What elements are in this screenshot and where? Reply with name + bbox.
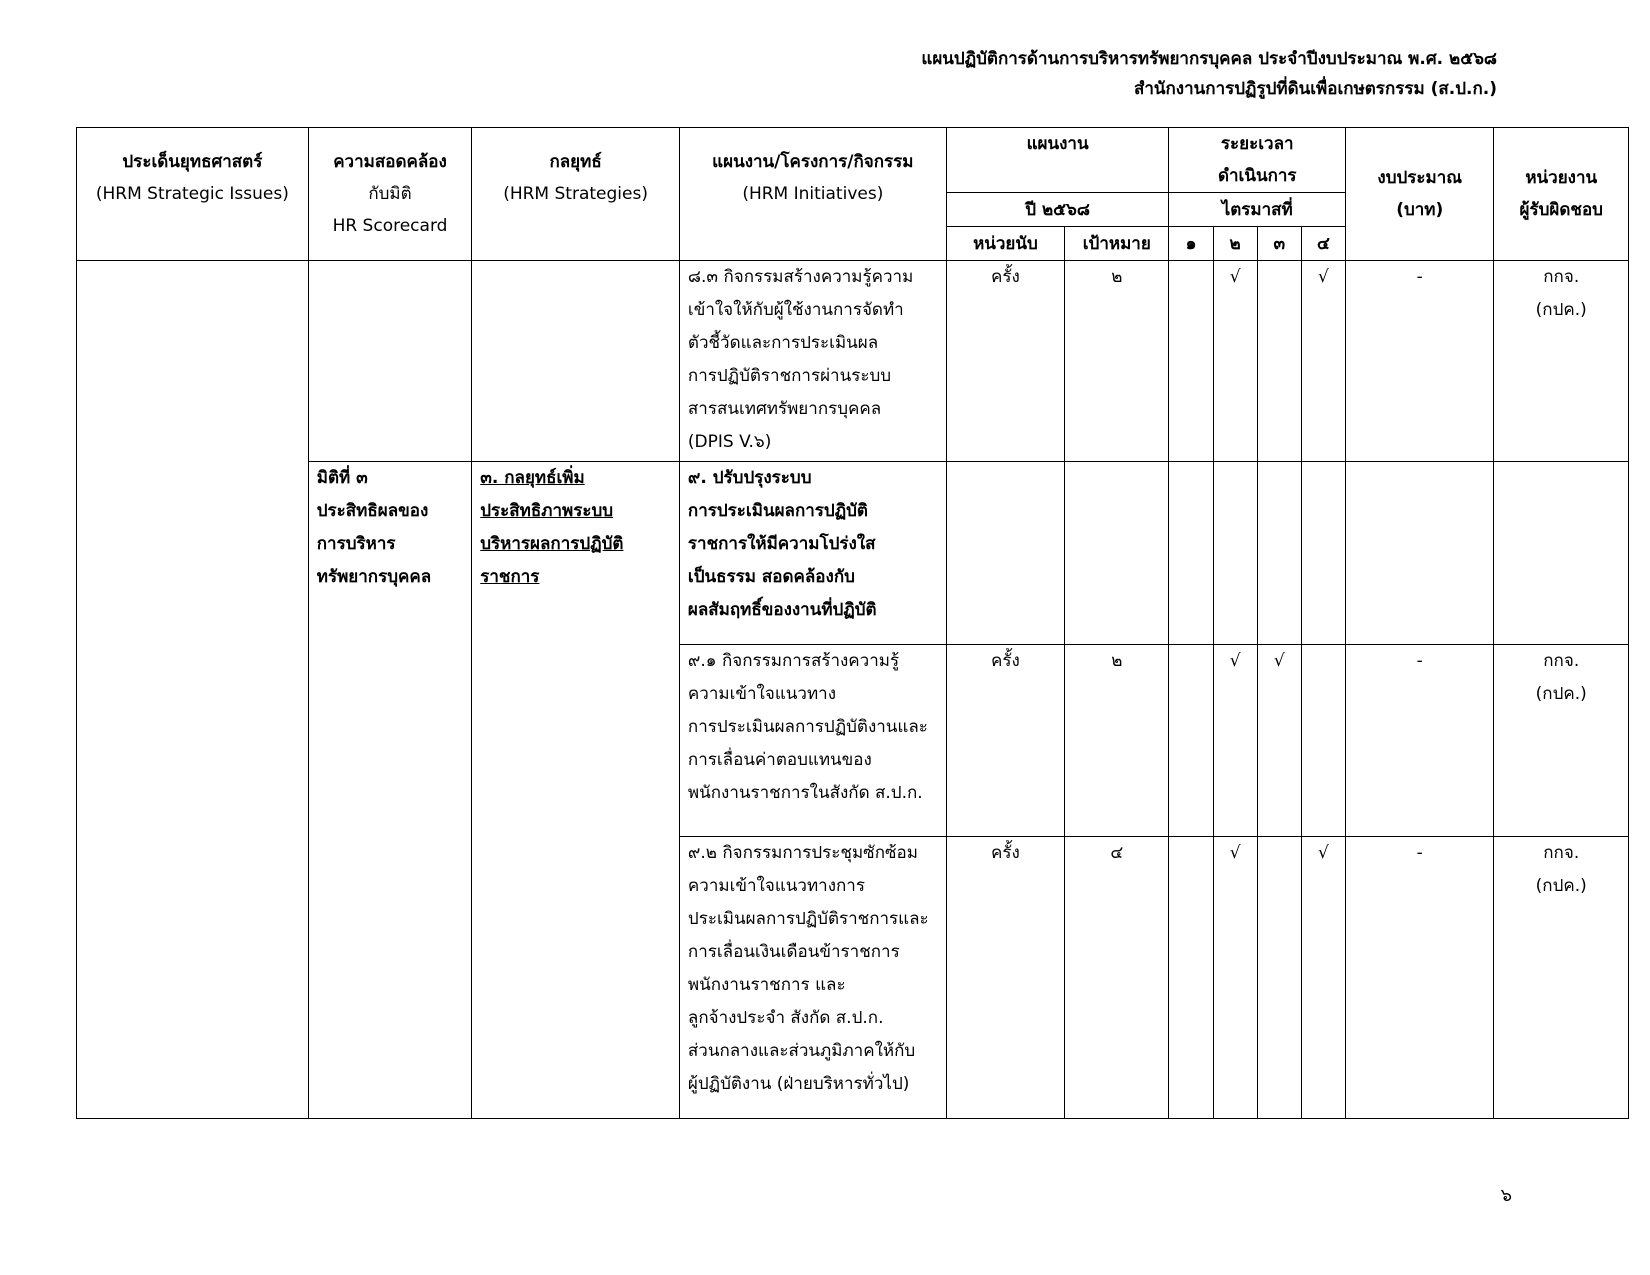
col-header-target: เป้าหมาย	[1065, 227, 1169, 261]
strategy-cell	[472, 261, 680, 462]
unit-cell: ครั้ง	[946, 645, 1064, 837]
agency-cell: กกจ. (กปค.)	[1494, 261, 1629, 462]
col-header-plan-year: ปี ๒๕๖๘	[946, 193, 1169, 227]
q2-cell: √	[1213, 261, 1257, 462]
table-row	[77, 261, 1629, 462]
q4-cell	[1301, 645, 1345, 837]
table-row	[77, 462, 1629, 645]
target-cell: ๒	[1065, 261, 1169, 462]
unit-cell: ครั้ง	[946, 837, 1064, 1119]
q4-cell: √	[1301, 261, 1345, 462]
q1-cell	[1169, 837, 1213, 1119]
agency-cell: กกจ. (กปค.)	[1494, 645, 1629, 837]
q4-cell: √	[1301, 837, 1345, 1119]
q1-cell	[1169, 645, 1213, 837]
q2-cell: √	[1213, 837, 1257, 1119]
strategic-issue-cell	[77, 261, 309, 1119]
col-header-unit: หน่วยนับ	[946, 227, 1064, 261]
q2-cell: √	[1213, 645, 1257, 837]
target-cell	[1065, 462, 1169, 645]
q1-cell	[1169, 261, 1213, 462]
hr-scorecard-cell	[308, 261, 472, 462]
q3-cell	[1257, 837, 1301, 1119]
col-header-period: ระยะเวลา ดำเนินการ	[1169, 128, 1346, 193]
col-header-strategies: กลยุทธ์ (HRM Strategies)	[472, 128, 680, 261]
agency-cell	[1494, 462, 1629, 645]
activity-cell: ๙. ปรับปรุงระบบ การประเมินผลการปฏิบัติ ราชการให้มีความโปร่งใส เป็นธรรม สอดคล้องกับ ผลสัมฤทธิ์ของงานที่ปฏิบัติ	[679, 462, 946, 645]
activity-cell: ๘.๓ กิจกรรมสร้างความรู้ความ เข้าใจให้กับผู้ใช้งานการจัดทำ ตัวชี้วัดและการประเมินผล การปฏิบัติราชการผ่านระบบ สารสนเทศทรัพยากรบุคคล (DPIS V.๖)	[679, 261, 946, 462]
col-header-hr-scorecard: ความสอดคล้อง กับมิติ HR Scorecard	[308, 128, 472, 261]
q3-cell	[1257, 261, 1301, 462]
activity-cell: ๙.๒ กิจกรรมการประชุมซักซ้อม ความเข้าใจแนวทางการ ประเมินผลการปฏิบัติราชการและ การเลื่อนเงินเดือนข้าราชการ พนักงานราชการ และ ลูกจ้างประจำ สังกัด ส.ป.ก. ส่วนกลางและส่วนภูมิภาคให้กับ ผู้ปฏิบัติงาน (ฝ่ายบริหารทั่วไป)	[679, 837, 946, 1119]
col-header-initiatives: แผนงาน/โครงการ/กิจกรรม (HRM Initiatives)	[679, 128, 946, 261]
target-cell: ๔	[1065, 837, 1169, 1119]
budget-cell: -	[1346, 261, 1494, 462]
q3-cell	[1257, 462, 1301, 645]
col-header-plan: แผนงาน	[946, 128, 1169, 193]
hr-plan-table	[76, 127, 1629, 1119]
unit-cell: ครั้ง	[946, 261, 1064, 462]
col-header-q4: ๔	[1301, 227, 1345, 261]
hr-scorecard-dimension-cell: มิติที่ ๓ ประสิทธิผลของ การบริหาร ทรัพยากรบุคคล	[308, 462, 472, 1119]
page-number: ๖	[1500, 1185, 1512, 1206]
col-header-q1: ๑	[1169, 227, 1213, 261]
budget-cell: -	[1346, 837, 1494, 1119]
col-header-agency: หน่วยงาน ผู้รับผิดชอบ	[1494, 128, 1629, 261]
strategy-cell: ๓. กลยุทธ์เพิ่ม ประสิทธิภาพระบบ บริหารผลการปฏิบัติ ราชการ	[472, 462, 680, 1119]
col-header-strategic-issues: ประเด็นยุทธศาสตร์ (HRM Strategic Issues)	[77, 128, 309, 261]
q2-cell	[1213, 462, 1257, 645]
q3-cell: √	[1257, 645, 1301, 837]
activity-cell: ๙.๑ กิจกรรมการสร้างความรู้ ความเข้าใจแนวทาง การประเมินผลการปฏิบัติงานและ การเลื่อนค่าตอบแทนของ พนักงานราชการในสังกัด ส.ป.ก.	[679, 645, 946, 837]
budget-cell: -	[1346, 645, 1494, 837]
col-header-q3: ๓	[1257, 227, 1301, 261]
budget-cell	[1346, 462, 1494, 645]
col-header-q2: ๒	[1213, 227, 1257, 261]
q1-cell	[1169, 462, 1213, 645]
agency-cell: กกจ. (กปค.)	[1494, 837, 1629, 1119]
target-cell: ๒	[1065, 645, 1169, 837]
q4-cell	[1301, 462, 1345, 645]
col-header-quarter: ไตรมาสที่	[1169, 193, 1346, 227]
col-header-budget: งบประมาณ (บาท)	[1346, 128, 1494, 261]
unit-cell	[946, 462, 1064, 645]
document-header	[921, 44, 1497, 104]
header-title: แผนปฏิบัติการด้านการบริหารทรัพยากรบุคคล ประจำปีงบประมาณ พ.ศ. ๒๕๖๘	[921, 49, 1497, 69]
header-organization: สำนักงานการปฏิรูปที่ดินเพื่อเกษตรกรรม (ส.ป.ก.)	[1133, 79, 1497, 99]
